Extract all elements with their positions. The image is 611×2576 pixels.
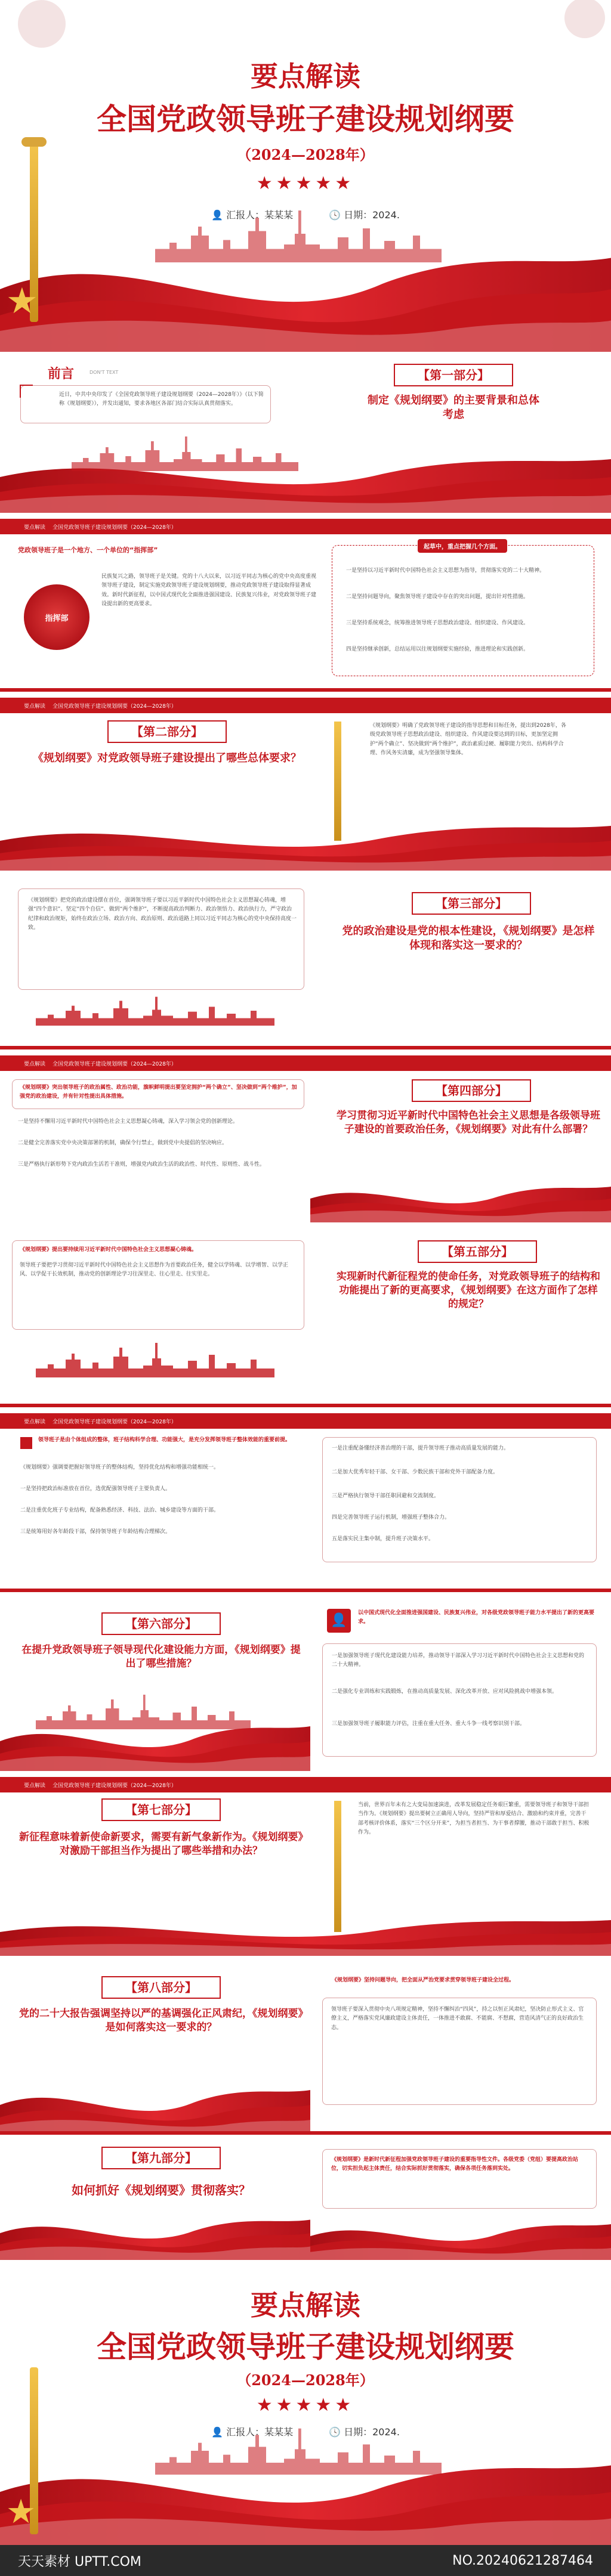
item-number: NO.20240621287464 bbox=[452, 2553, 593, 2568]
s11-label: 《规划纲要》坚持问题导向，把全面从严治党要求贯穿领导班子建设全过程。 bbox=[332, 1977, 515, 1983]
part-7-waves bbox=[0, 1908, 611, 1956]
part-4-box: 【第四部分】 bbox=[412, 1079, 531, 1102]
s6-item-3: 三是严格执行新形势下党内政治生活若干准则，增强党内政治生活的政治性、时代性、原则性、战斗性。 bbox=[18, 1162, 266, 1168]
part-9-slide bbox=[0, 2141, 611, 2260]
part-9-waves bbox=[0, 2206, 310, 2260]
flag-star-icon: ★ bbox=[6, 280, 38, 322]
command-label: 党政领导班子是一个地方、一个单位的“指挥部” bbox=[18, 546, 158, 554]
part-8-heading: 党的二十大报告强调坚持以严的基调强化正风肃纪，《规划纲要》是如何落实这一要求的？ bbox=[19, 2008, 303, 2033]
reporter-row bbox=[211, 2425, 293, 2438]
part-2-box: 【第二部分】 bbox=[107, 720, 227, 743]
preface-slide bbox=[0, 358, 611, 513]
part-5-heading: 实现新时代新征程党的使命任务，对党政领导班子的结构和功能提出了新的更高要求，《规划纲要》在这方面作了怎样的规定？ bbox=[337, 1271, 600, 1310]
s12-label: 《规划纲要》是新时代新征程加强党政领导班子建设的重要指导性文件。各级党委（党组）要提高政治站位，切实担负起主体责任，结合实际抓好贯彻落实，确保各项任务落到实处。 bbox=[331, 2157, 579, 2172]
header-strip: 要点解读 全国党政领导班子建设规划纲要（2024—2028年） bbox=[0, 1777, 611, 1792]
part-7-text: 当前，世界百年未有之大变局加速演进，改革发展稳定任务艰巨繁重，需要领导班子和领导干部担当作为。《规划纲要》提出要树立正确用人导向，坚持严管和厚爱结合、激励和约束并重，完善干部考核评价体系，落实“三个区分开来”，为担当者担当、为干事者撑腰，推动干部敢于担当、积极作为。 bbox=[358, 1802, 590, 1835]
flag-icon bbox=[20, 1437, 32, 1449]
part-7-slide bbox=[0, 1777, 611, 1956]
s8-right-2: 二是加大优秀年轻干部、女干部、少数民族干部和党外干部配备力度。 bbox=[332, 1469, 499, 1475]
preface-subtitle: DON'T TEXT bbox=[90, 370, 119, 375]
part-4-waves bbox=[310, 1175, 611, 1222]
header-strip: 要点解读 全国党政领导班子建设规划纲要（2024—2028年） bbox=[0, 1413, 611, 1429]
slide-8 bbox=[0, 1413, 611, 1592]
preface-title: 前言 bbox=[48, 366, 75, 382]
bottom-bar bbox=[0, 1046, 611, 1049]
s6-item-1: 一是坚持不懈用习近平新时代中国特色社会主义思想凝心铸魂，深入学习领会党的创新理论。 bbox=[18, 1119, 239, 1125]
s3-item-1: 一是坚持以习近平新时代中国特色社会主义思想为指导，贯彻落实党的二十大精神。 bbox=[346, 568, 545, 574]
corner-tl bbox=[20, 385, 33, 398]
part-1-box: 【第一部分】 bbox=[394, 364, 513, 386]
s6-label-box bbox=[12, 1079, 304, 1109]
clock-icon: 🕓 bbox=[329, 2426, 344, 2438]
user-icon: 👤 bbox=[211, 209, 227, 221]
date-label: 日期：2024. bbox=[344, 2426, 400, 2438]
cover-years: （2024—2028年） bbox=[237, 146, 374, 163]
s3-item-3: 三是坚持系统观念，统筹推进领导班子思想政治建设、组织建设、作风建设。 bbox=[346, 620, 529, 626]
command-medal: 指挥部 bbox=[24, 584, 90, 650]
cover-slide bbox=[0, 0, 611, 352]
part-2-slide bbox=[0, 698, 611, 871]
header-strip: 要点解读 全国党政领导班子建设规划纲要（2024—2028年） bbox=[0, 519, 611, 534]
s8-right-5: 五是落实民主集中制，提升班子决策水平。 bbox=[332, 1536, 434, 1542]
part-6-heading: 在提升党政领导班子领导现代化建设能力方面，《规划纲要》提出了哪些措施？ bbox=[21, 1644, 301, 1670]
s9-label: 以中国式现代化全面推进强国建设、民族复兴伟业，对各级党政领导班子能力水平提出了新的更高要求。 bbox=[358, 1610, 595, 1626]
slide-3 bbox=[0, 519, 611, 692]
part-2-text: 《规划纲要》明确了党政领导班子建设的指导思想和目标任务，提出到2028年，各级党政领导班子思想政治建设、组织建设、作风建设要达到的目标，更加坚定拥护“两个确立”、坚决做到“两个维护”，政治素质过硬、履职能力突出、结构科学合理、作风务实清廉，成为坚强领导集体。 bbox=[370, 723, 566, 756]
end-title-2: 全国党政领导班子建设规划纲要 bbox=[97, 2329, 514, 2364]
bottom-bar bbox=[0, 688, 611, 692]
part-3-slide bbox=[0, 877, 611, 1049]
date-row bbox=[329, 2425, 400, 2438]
s12-box bbox=[322, 2149, 597, 2209]
s3-right-label: 起草中，重点把握几个方面。 bbox=[418, 539, 507, 553]
clock-icon: 🕓 bbox=[329, 209, 344, 221]
s3-item-2: 二是坚持问题导向，聚焦领导班子建设中存在的突出问题，提出针对性措施。 bbox=[346, 594, 529, 600]
part-4-heading: 学习贯彻习近平新时代中国特色社会主义思想是各级领导班子建设的首要政治任务，《规划纲要》对此有什么部署？ bbox=[337, 1110, 600, 1135]
part-3-box: 【第三部分】 bbox=[412, 892, 531, 915]
cover-stars: ★★★★★ bbox=[256, 173, 355, 194]
s7-box bbox=[12, 1240, 304, 1330]
part-2-waves bbox=[0, 811, 611, 871]
cover-title-1: 要点解读 bbox=[251, 60, 360, 92]
s11-text: 领导班子要深入贯彻中央八项规定精神，坚持不懈纠治“四风”，持之以恒正风肃纪，坚决防止形式主义、官僚主义，严格落实党风廉政建设主体责任，一体推进不敢腐、不能腐、不想腐，营造风清气正的良好政治生态。 bbox=[331, 2007, 584, 2031]
s5-text: 《规划纲要》把党的政治建设摆在首位，强调领导班子要以习近平新时代中国特色社会主义思想凝心铸魂，增强“四个意识”、坚定“四个自信”、做到“两个维护”，不断提高政治判断力、政治领悟力、政治执行力，严守政治纪律和政治规矩，始终在政治立场、政治方向、政治原则、政治道路上同以习近平同志为核心的党中央保持高度一致。 bbox=[28, 897, 297, 931]
s6-item-2: 二是健全完善落实党中央决策部署的机制，确保令行禁止，做到党中央提倡的坚决响应。 bbox=[18, 1140, 228, 1146]
preface-box bbox=[20, 385, 271, 423]
great-hall-silhouette bbox=[36, 1342, 274, 1377]
end-title-1: 要点解读 bbox=[251, 2289, 360, 2321]
end-slide bbox=[0, 2266, 611, 2545]
s3-right-box bbox=[332, 545, 594, 676]
preface-waves bbox=[0, 435, 611, 513]
preface-text: 近日，中共中央印发了《全国党政领导班子建设规划纲要（2024—2028年）》（以下简称《规划纲要》），并发出通知，要求各地区各部门结合实际认真贯彻落实。 bbox=[59, 392, 264, 407]
part-6-waves bbox=[0, 1693, 310, 1771]
s7-label: 《规划纲要》提出要持续用习近平新时代中国特色社会主义思想凝心铸魂。 bbox=[20, 1247, 198, 1253]
flag-star-icon: ★ bbox=[6, 2493, 36, 2531]
s9-person-icon: 👤 bbox=[327, 1609, 351, 1633]
part-2-heading: 《规划纲要》对党政领导班子建设提出了哪些总体要求？ bbox=[33, 752, 301, 764]
s8-label: 领导班子是由个体组成的整体，班子结构科学合理、功能强大，是充分发挥领导班子整体效能的重要前提。 bbox=[38, 1437, 291, 1443]
bottom-bar bbox=[0, 1589, 611, 1592]
s3-left-text: 民族复兴之路，领导班子是关键。党的十八大以来，以习近平同志为核心的党中央高度重视领导班子建设，制定实施党政领导班子建设规划纲要，推动党政领导班子建设取得显著成效。新时代新征程，以中国式现代化全面推进强国建设、民族复兴伟业，对党政领导班子建设提出新的更高要求。 bbox=[101, 574, 317, 607]
s8-left-1: 《规划纲要》强调要把握好领导班子的整体结构，坚持优化结构和增强功能相统一。 bbox=[20, 1465, 220, 1470]
part-9-right-waves bbox=[310, 2212, 611, 2260]
great-hall-silhouette bbox=[36, 996, 274, 1026]
part-6-box: 【第六部分】 bbox=[101, 1612, 221, 1635]
part-6-slide bbox=[0, 1598, 611, 1771]
header-strip: 要点解读 全国党政领导班子建设规划纲要（2024—2028年） bbox=[0, 698, 611, 713]
part-5-box: 【第五部分】 bbox=[418, 1240, 537, 1263]
s9-item-3: 三是加强领导班子履职能力评估，注重在重大任务、重大斗争一线考察识别干部。 bbox=[332, 1721, 526, 1727]
date-label: 日期：2024. bbox=[344, 209, 400, 221]
reporter-label: 汇报人：某某某 bbox=[226, 2426, 294, 2438]
bottom-bar bbox=[0, 1404, 611, 1407]
part-1-heading: 制定《规划纲要》的主要背景和总体考虑 bbox=[368, 394, 539, 422]
s8-right-3: 三是严格执行领导干部任职回避和交流制度。 bbox=[332, 1493, 440, 1499]
watermark-footer bbox=[0, 2545, 611, 2576]
part-5-slide bbox=[0, 1228, 611, 1407]
s8-left-2: 一是坚持把政治标准放在首位，选优配强领导班子主要负责人。 bbox=[20, 1486, 171, 1492]
cover-title-2: 全国党政领导班子建设规划纲要 bbox=[97, 101, 514, 137]
cover-meta bbox=[0, 208, 611, 221]
part-9-heading: 如何抓好《规划纲要》贯彻落实？ bbox=[72, 2183, 251, 2197]
part-8-waves bbox=[0, 2069, 310, 2135]
s11-box bbox=[322, 1998, 597, 2105]
part-4-slide bbox=[0, 1055, 611, 1222]
s7-text: 领导班子要把学习贯彻习近平新时代中国特色社会主义思想作为首要政治任务，健全以学铸魂、以学增智、以学正风、以学促干长效机制，推动党的创新理论学习往深里走、往心里走、往实里走。 bbox=[20, 1262, 289, 1278]
end-stars: ★★★★★ bbox=[256, 2395, 355, 2416]
s6-label: 《规划纲要》突出领导班子的政治属性、政治功能，旗帜鲜明提出要坚定拥护“两个确立”、坚决做到“两个维护”，加强党的政治建设，并有针对性提出具体措施。 bbox=[20, 1085, 297, 1100]
end-meta bbox=[0, 2425, 611, 2438]
s8-right-1: 一是注重配备懂经济善治理的干部，提升领导班子推动高质量发展的能力。 bbox=[332, 1445, 510, 1451]
part-3-heading: 党的政治建设是党的根本性建设，《规划纲要》是怎样体现和落实这一要求的？ bbox=[342, 925, 595, 952]
reporter-row bbox=[211, 208, 293, 221]
part-9-box: 【第九部分】 bbox=[101, 2147, 221, 2169]
end-years: （2024—2028年） bbox=[237, 2371, 374, 2389]
part-8-box: 【第八部分】 bbox=[101, 1976, 221, 1999]
part-8-slide bbox=[0, 1962, 611, 2135]
site-watermark: 天天素材 UPTT.COM bbox=[18, 2554, 141, 2569]
date-row bbox=[329, 208, 400, 221]
reporter-label: 汇报人：某某某 bbox=[226, 209, 294, 221]
part-7-box: 【第七部分】 bbox=[101, 1798, 221, 1821]
user-icon: 👤 bbox=[211, 2426, 227, 2438]
s8-left-3: 二是注重优化班子专业结构，配备熟悉经济、科技、法治、城乡建设等方面的干部。 bbox=[20, 1507, 220, 1513]
s9-item-2: 二是强化专业训练和实践锻炼，在推动高质量发展、深化改革开放、应对风险挑战中增强本领。 bbox=[332, 1689, 558, 1695]
header-strip: 要点解读 全国党政领导班子建设规划纲要（2024—2028年） bbox=[0, 1055, 611, 1071]
s8-right-4: 四是完善领导班子运行机制，增强班子整体合力。 bbox=[332, 1515, 450, 1521]
s5-text-box bbox=[18, 888, 304, 990]
part-7-heading: 新征程意味着新使命新要求，需要有新气象新作为。《规划纲要》对激励干部担当作为提出了哪些举措和办法？ bbox=[19, 1831, 303, 1857]
bottom-bar bbox=[0, 2131, 611, 2135]
s8-left-4: 三是统筹用好各年龄段干部，保持领导班子年龄结构合理梯次。 bbox=[20, 1529, 171, 1535]
s3-item-4: 四是坚持继承创新，总结运用以往规划纲要实施经验，推进理论和实践创新。 bbox=[346, 646, 529, 652]
s9-item-1: 一是加强领导班子现代化建设能力培养，推动领导干部深入学习习近平新时代中国特色社会主义思想和党的二十大精神。 bbox=[332, 1653, 585, 1668]
